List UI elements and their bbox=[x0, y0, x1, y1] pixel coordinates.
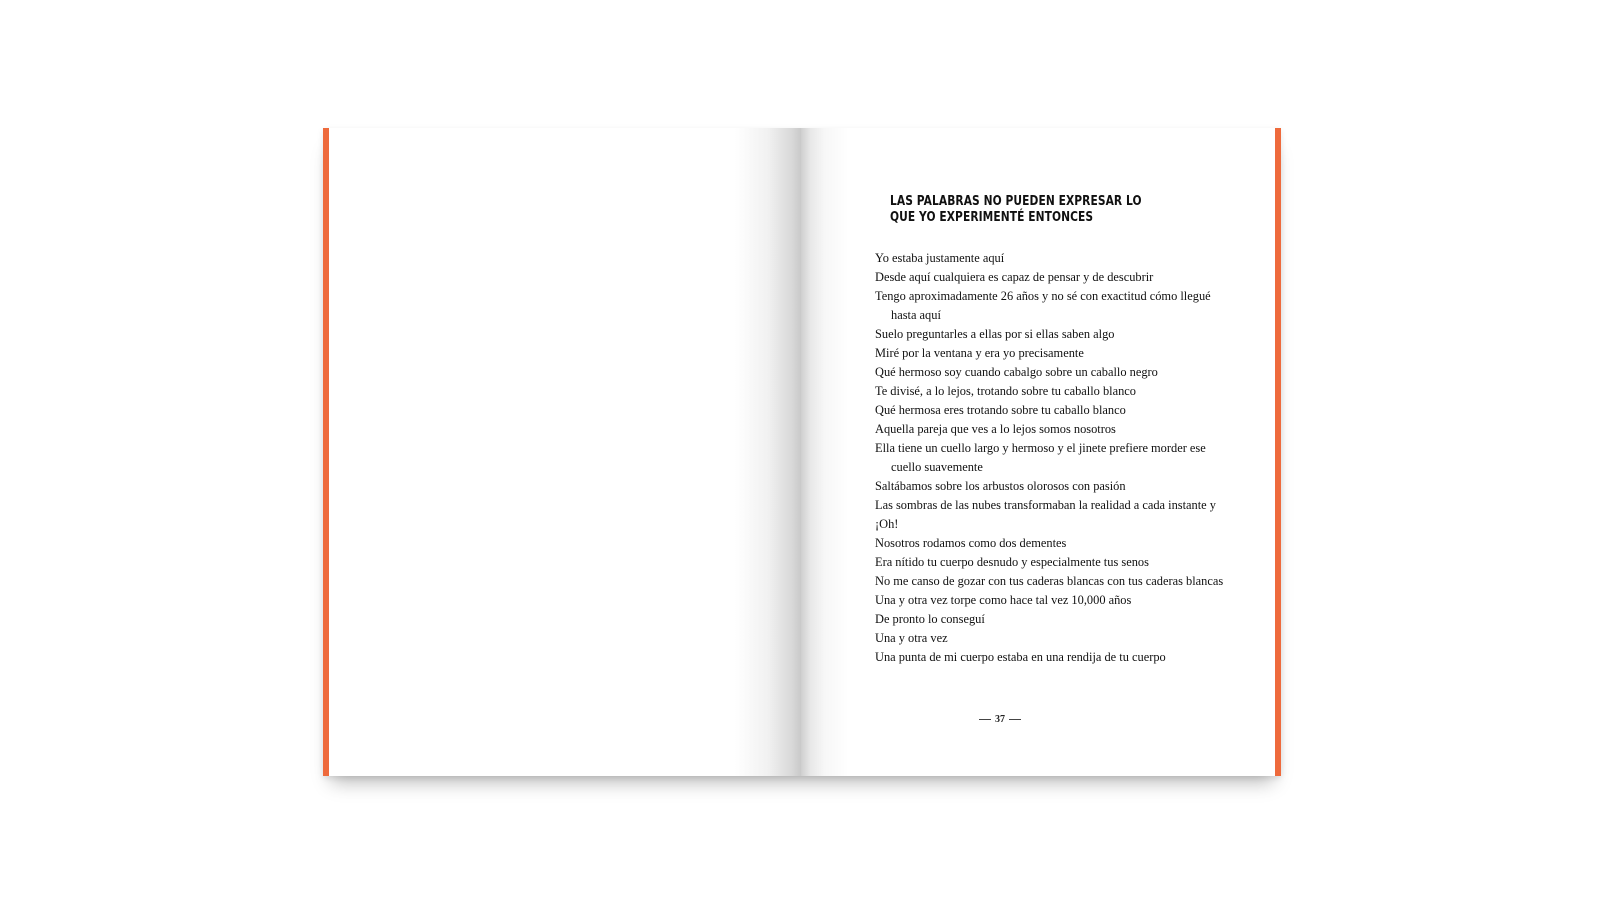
open-book bbox=[323, 128, 1281, 776]
poem-line: Qué hermoso soy cuando cabalgo sobre un caballo negro bbox=[875, 365, 1158, 379]
cover-edge-right bbox=[1275, 128, 1281, 776]
chapter-title: LAS PALABRAS NO PUEDEN EXPRESAR LO QUE YO EXPERIMENTÉ ENTONCES bbox=[890, 194, 1142, 225]
poem-line: Ella tiene un cuello largo y hermoso y el jinete prefiere morder ese cuello suavemente bbox=[875, 441, 1206, 474]
poem-line: Aquella pareja que ves a lo lejos somos nosotros bbox=[875, 422, 1116, 436]
poem-line: Una punta de mi cuerpo estaba en una rendija de tu cuerpo bbox=[875, 650, 1166, 664]
page-number-value: 37 bbox=[995, 714, 1005, 725]
dash-left bbox=[979, 719, 991, 720]
poem-line: Una y otra vez torpe como hace tal vez 10,000 años bbox=[875, 593, 1132, 607]
poem-line: Era nítido tu cuerpo desnudo y especialmente tus senos bbox=[875, 555, 1149, 569]
poem-text bbox=[875, 249, 1235, 667]
poem-line: Qué hermosa eres trotando sobre tu caballo blanco bbox=[875, 403, 1126, 417]
poem-line: No me canso de gozar con tus caderas blancas con tus caderas blancas bbox=[875, 574, 1224, 588]
poem-line: Una y otra vez bbox=[875, 631, 948, 645]
page-number bbox=[801, 714, 1199, 726]
poem-line: Miré por la ventana y era yo precisamente bbox=[875, 346, 1084, 360]
right-page bbox=[801, 128, 1275, 776]
poem-line: De pronto lo conseguí bbox=[875, 612, 985, 626]
poem-line: Desde aquí cualquiera es capaz de pensar y de descubrir bbox=[875, 270, 1154, 284]
poem-line: Yo estaba justamente aquí bbox=[875, 251, 1005, 265]
poem-line: Saltábamos sobre los arbustos olorosos con pasión bbox=[875, 479, 1126, 493]
dash-right bbox=[1009, 719, 1021, 720]
poem-line: Suelo preguntarles a ellas por si ellas saben algo bbox=[875, 327, 1115, 341]
left-page-blank bbox=[329, 128, 801, 776]
poem-line: ¡Oh! bbox=[875, 517, 899, 531]
poem-line: Las sombras de las nubes transformaban la realidad a cada instante y bbox=[875, 498, 1216, 512]
poem-line: Tengo aproximadamente 26 años y no sé con exactitud cómo llegué hasta aquí bbox=[875, 289, 1211, 322]
poem-line: Te divisé, a lo lejos, trotando sobre tu caballo blanco bbox=[875, 384, 1136, 398]
poem-line: Nosotros rodamos como dos dementes bbox=[875, 536, 1067, 550]
